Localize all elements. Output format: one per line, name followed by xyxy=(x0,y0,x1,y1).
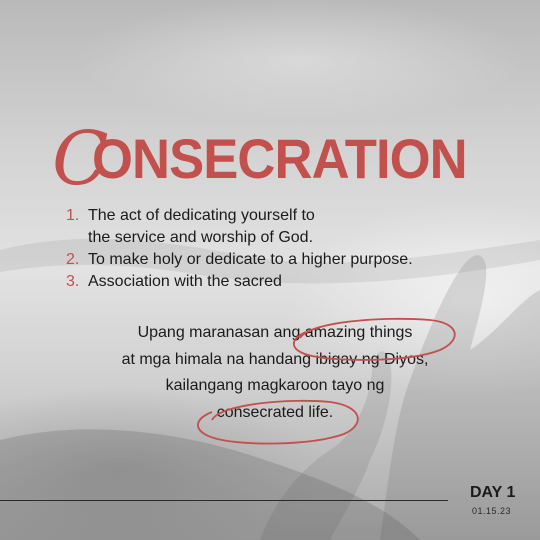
definition-number: 1. xyxy=(66,207,80,224)
definition-list xyxy=(66,205,486,293)
page-title xyxy=(52,116,492,202)
definition-text: To make holy or dedicate to a higher purpose. xyxy=(88,251,413,268)
message-line-1 xyxy=(80,320,470,347)
definition-text: Association with the sacred xyxy=(88,273,282,290)
message-block xyxy=(80,320,470,426)
message-line-4 xyxy=(80,400,470,427)
definition-item xyxy=(66,271,486,293)
footer-divider xyxy=(0,500,448,501)
definition-number: 2. xyxy=(66,251,80,268)
definition-text: The act of dedicating yourself to xyxy=(88,207,315,224)
message-text: Upang maranasan ang xyxy=(137,324,305,341)
definition-item xyxy=(66,249,486,271)
day-label: DAY 1 xyxy=(470,484,516,501)
day-date: 01.15.23 xyxy=(472,506,512,516)
definition-item xyxy=(66,205,486,249)
message-text: . xyxy=(328,403,334,421)
highlight-consecrated-life: consecrated life xyxy=(216,403,329,421)
title-text: ONSECRATION xyxy=(92,127,467,190)
title-initial: C xyxy=(52,116,109,202)
definition-number: 3. xyxy=(66,273,80,290)
message-line-3: kailangang magkaroon tayo ng xyxy=(165,377,385,394)
definition-text-continued: the service and worship of God. xyxy=(88,229,314,246)
message-line-2: at mga himala na handang ibigay ng Diyos, xyxy=(121,350,429,368)
highlight-amazing-things: amazing things xyxy=(304,324,413,341)
